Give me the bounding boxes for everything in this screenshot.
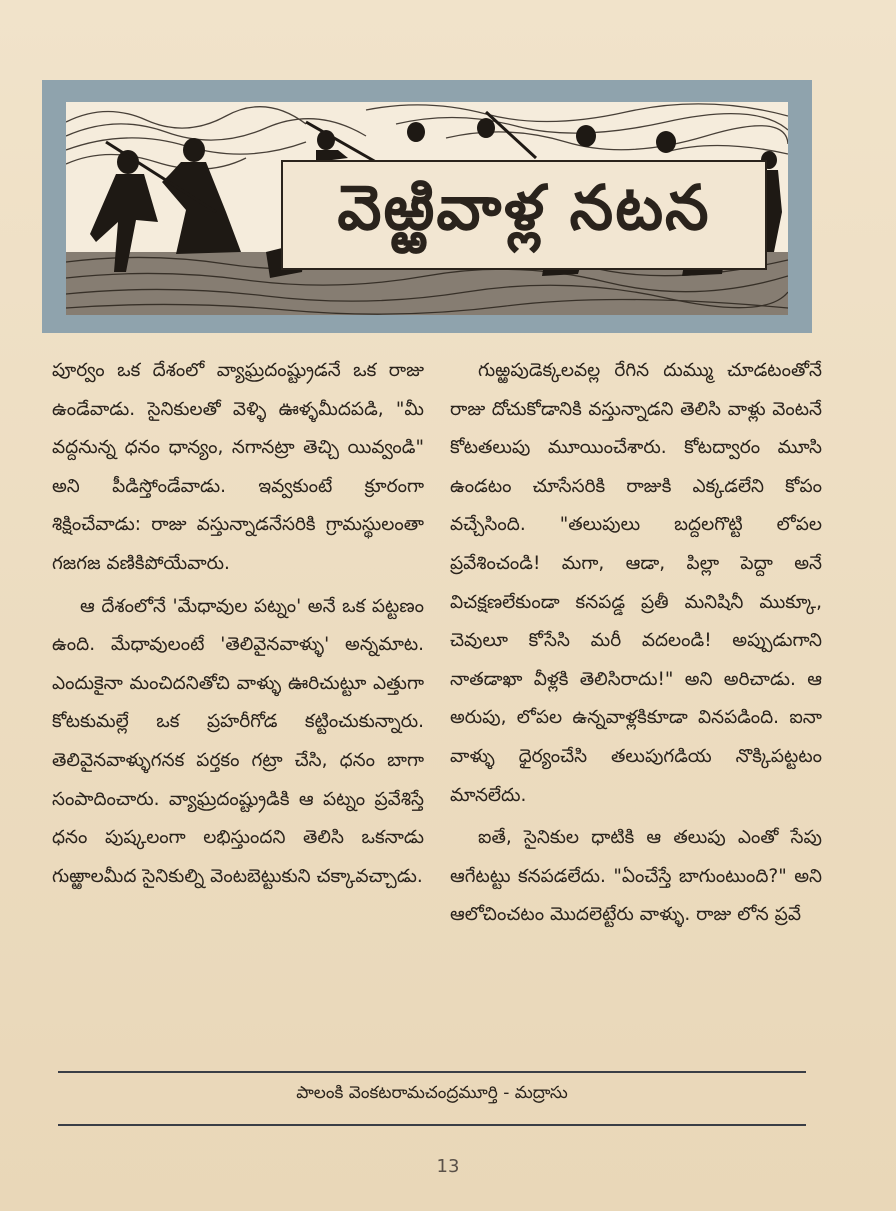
- divider-bottom: [58, 1124, 806, 1126]
- villagers-fleeing-illustration: [66, 102, 788, 315]
- paragraph: గుఱ్ఱపుడెక్కలవల్ల రేగిన దుమ్ము చూడటంతోనే రాజు దోచుకోడానికి వస్తున్నాడని తెలిసి వాళ్లు వెంటనే కోటతలుపు మూయించేశారు. కోటద్వారం మూసి ఉండటం చూసేసరికి రాజుకి ఎక్కడలేని కోపం వచ్చేసింది. "తలుపులు బద్దలగొట్టి లోపల ప్రవేశించండి! మగా, ఆడా, పిల్లా పెద్దా అనే విచక్షణలేకుండా కనపడ్డ ప్రతీ మనిషినీ ముక్కూ, చెవులూ కోసేసి మరీ వదలండి! అప్పుడుగాని నాతడాఖా వీళ్లకి తెలిసిరాదు!" అని అరిచాడు. ఆ అరుపు, లోపల ఉన్నవాళ్లకికూడా వినపడింది. ఐనా వాళ్ళు ధైర్యంచేసి తలుపుగడియ నొక్కిపట్టటం మానలేదు.: [450, 360, 822, 806]
- title-banner: [42, 80, 812, 333]
- article-body: [52, 352, 822, 1042]
- author-credit: పాలంకి వెంకటరామచంద్రమూర్తి - మద్రాసు: [296, 1083, 568, 1103]
- divider-top: [58, 1071, 806, 1073]
- right-column: [450, 352, 822, 1042]
- paragraph: ఐతే, సైనికుల ధాటికి ఆ తలుపు ఎంతో సేపు ఆగేటట్టు కనపడలేదు. "ఏంచేస్తే బాగుంటుంది?" అని ఆలోచించటం మొదలెట్టేరు వాళ్ళు. రాజు లోన ప్రవే: [450, 827, 822, 926]
- title-box: [281, 160, 767, 270]
- article-title: వెఱ్ఱివాళ్ల నటన: [337, 171, 711, 244]
- paragraph: ఆ దేశంలోనే 'మేధావుల పట్నం' అనే ఒక పట్టణం ఉంది. మేధావులంటే 'తెలివైనవాళ్ళు' అన్నమాట. ఎందుకైనా మంచిదనితోచి వాళ్ళు ఊరిచుట్టూ ఎత్తుగా కోటకుమల్లే ఒక ప్రహరీగోడ కట్టించుకున్నారు. తెలివైనవాళ్ళుగనక పర్తకం గట్రా చేసి, ధనం బాగా సంపాదించారు. వ్యాఘ్రదంష్ట్రుడికి ఆ పట్నం ప్రవేశిస్తే ధనం పుష్కలంగా లభిస్తుందని తెలిసి ఒకనాడు గుఱ్ఱాలమీద సైనికుల్ని వెంటబెట్టుకుని చక్కావచ్చాడు.: [52, 595, 424, 887]
- page-number: 13: [436, 1156, 460, 1177]
- left-column: [52, 352, 424, 1042]
- paragraph: పూర్వం ఒక దేశంలో వ్యాఘ్రదంష్ట్రుడనే ఒక రాజు ఉండేవాడు. సైనికులతో వెళ్ళి ఊళ్ళమీదపడి, "మీ వద్దనున్న ధనం ధాన్యం, నగానట్రా తెచ్చి యివ్వండి" అని పీడిస్తోండేవాడు. ఇవ్వకుంటే క్రూరంగా శిక్షించేవాడు: రాజు వస్తున్నాడనేసరికి గ్రామస్థులంతా గజగజ వణికిపోయేవారు.: [52, 360, 424, 574]
